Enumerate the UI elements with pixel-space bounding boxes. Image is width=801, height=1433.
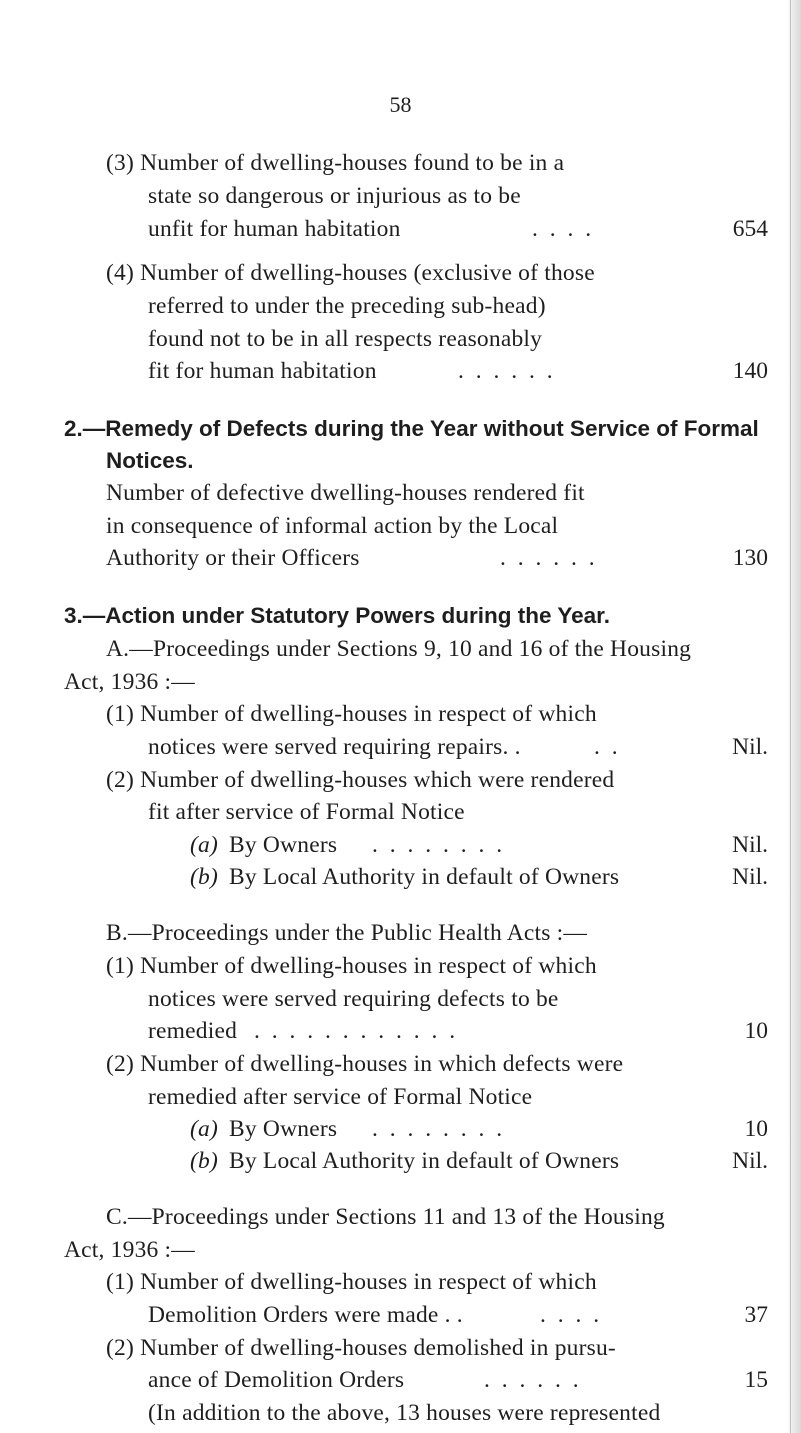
sec3-heading: 3.—Action under Statutory Powers during the Year. — [64, 603, 610, 628]
sec3b-item2-line2: remedied after service of Formal Notice — [148, 1084, 533, 1110]
sec3b-item1-line3: remedied — [148, 1018, 238, 1044]
sec1-item3-value: 654 — [732, 216, 768, 242]
sec2-line1: Number of defective dwelling-houses rendered fit — [106, 480, 585, 506]
page-edge-line — [790, 0, 791, 1433]
sec2-value: 130 — [732, 545, 768, 571]
sec1-item3-leader: . . . . — [532, 216, 595, 242]
sec1-item4-line3: found not to be in all respects reasonably — [148, 326, 543, 352]
sec2-heading-line1: 2.—Remedy of Defects during the Year without Service of Formal — [64, 416, 759, 441]
sec3b-item1-line2: notices were served requiring defects to be — [148, 986, 559, 1012]
sec1-item4-line2: referred to under the preceding sub-head) — [148, 293, 546, 319]
sec3c-intro-line2: Act, 1936 :— — [64, 1237, 195, 1263]
sec3c-item1-value: 37 — [744, 1302, 768, 1328]
sec2-line2: in consequence of informal action by the Local — [106, 513, 559, 539]
sec3c-item1-leader: . . . . — [540, 1302, 603, 1328]
sec1-item4-line1: (4) Number of dwelling-houses (exclusive of those — [106, 260, 595, 286]
sec3c-item2-value: 15 — [744, 1367, 768, 1393]
sec3a-item1-line2: notices were served requiring repairs. . — [148, 734, 521, 760]
sec3c-item2-leader: . . . . . . — [484, 1367, 582, 1393]
sec3b-a-text: By Owners — [229, 1116, 338, 1142]
sec3c-item2-line2: ance of Demolition Orders — [148, 1367, 405, 1393]
sec2-heading-line2: Notices. — [106, 448, 194, 473]
page-number: 58 — [389, 92, 412, 117]
sec3a-intro-line2: Act, 1936 :— — [64, 669, 195, 695]
sec3b-a-leader: . . . . . . . . — [372, 1116, 506, 1142]
sec3b-a-label: (a) — [190, 1116, 219, 1142]
sec3a-intro-line1: A.—Proceedings under Sections 9, 10 and 16 of the Housing — [106, 636, 692, 662]
sec1-item4-leader: . . . . . . — [458, 358, 556, 384]
sec3b-a-value: 10 — [744, 1116, 768, 1142]
sec1-item3-line2: state so dangerous or injurious as to be — [148, 183, 521, 209]
sec3b-intro: B.—Proceedings under the Public Health Acts :— — [106, 920, 588, 946]
sec3c-item1-line1: (1) Number of dwelling-houses in respect of which — [106, 1269, 597, 1295]
sec1-item4-line4: fit for human habitation — [148, 358, 377, 384]
sec3a-item1-leader: . . — [594, 734, 621, 760]
sec3b-b-value: Nil. — [732, 1148, 768, 1174]
sec1-item3-line3: unfit for human habitation — [148, 216, 401, 242]
sec3a-item1-line1: (1) Number of dwelling-houses in respect of which — [106, 701, 597, 727]
sec3c-item2-line1: (2) Number of dwelling-houses demolished in pursu- — [106, 1335, 616, 1361]
sec3b-item1-leader: . . . . . . . . . . . . — [254, 1018, 459, 1044]
sec3c-note-line1: (In addition to the above, 13 houses were represented — [148, 1400, 661, 1426]
sec2-line3: Authority or their Officers — [106, 545, 360, 571]
sec3a-item2-line1: (2) Number of dwelling-houses which were rendered — [106, 767, 615, 793]
sec3a-b-text: By Local Authority in default of Owners — [229, 864, 620, 890]
sec3b-b-text: By Local Authority in default of Owners — [229, 1148, 620, 1174]
sec3a-a-leader: . . . . . . . . — [372, 832, 506, 858]
sec3b-item1-value: 10 — [744, 1018, 768, 1044]
sec3b-item2-line1: (2) Number of dwelling-houses in which defects were — [106, 1051, 624, 1077]
sec3b-b-label: (b) — [190, 1148, 219, 1174]
sec3a-item1-value: Nil. — [732, 734, 768, 760]
sec3a-b-label: (b) — [190, 864, 219, 890]
sec3a-a-label: (a) — [190, 832, 219, 858]
sec3a-a-value: Nil. — [732, 832, 768, 858]
sec3c-item1-line2: Demolition Orders were made . . — [148, 1302, 463, 1328]
sec3c-intro-line1: C.—Proceedings under Sections 11 and 13 of the Housing — [106, 1204, 665, 1230]
sec3b-item1-line1: (1) Number of dwelling-houses in respect of which — [106, 953, 597, 979]
sec2-leader: . . . . . . — [500, 545, 598, 571]
sec3a-b-value: Nil. — [732, 864, 768, 890]
sec1-item4-value: 140 — [732, 358, 768, 384]
sec3a-a-text: By Owners — [229, 832, 338, 858]
sec3a-item2-line2: fit after service of Formal Notice — [148, 799, 465, 825]
sec1-item3-line1: (3) Number of dwelling-houses found to be in a — [106, 150, 565, 176]
